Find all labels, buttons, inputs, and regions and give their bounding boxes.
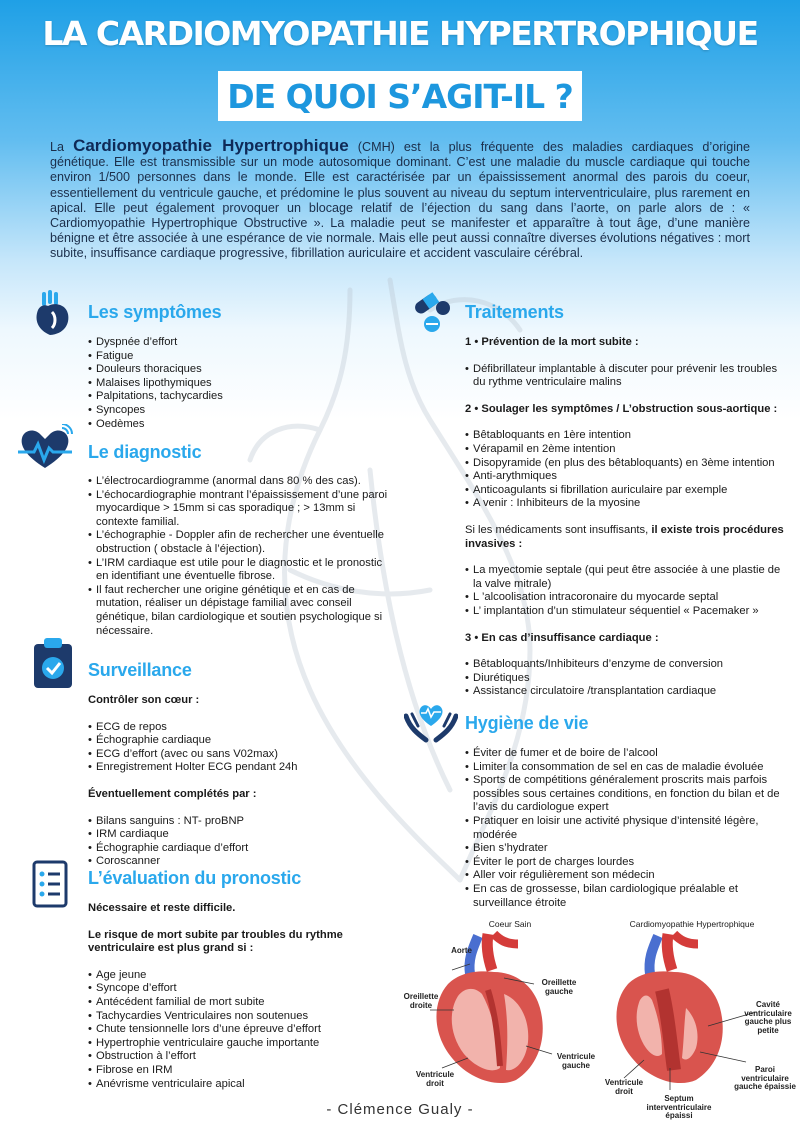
intro-paragraph	[50, 138, 750, 262]
list-item: • Diurétiques	[465, 672, 785, 686]
list-item: • Pratiquer en loisir une activité physique d’intensité légère, modérée	[465, 815, 785, 842]
list-item: • Il faut rechercher une origine génétique et en cas de mutation, réaliser un dépistage familial avec conseil génétique, bilan cardiologique et soutien psychologique si nécessaire.	[88, 584, 388, 638]
hcm-heart-caption: Cardiomyopathie Hypertrophique	[629, 919, 755, 929]
list-item: • Antécédent familial de mort subite	[88, 996, 378, 1010]
page-title-line2: DE QUOI S’AGIT-IL ?	[227, 76, 573, 116]
healthy-heart-caption: Coeur Sain	[488, 919, 532, 929]
page-title-box	[218, 71, 582, 121]
list-item: • Bêtabloquants en 1ère intention	[465, 429, 785, 443]
list-item: • L’ implantation d’un stimulateur séquentiel « Pacemaker »	[465, 605, 785, 619]
heart-pulse-icon	[16, 424, 74, 472]
list-item: • Syncope d’effort	[88, 982, 378, 996]
pronostic-block	[88, 902, 378, 1091]
surveillance-list2	[88, 815, 388, 869]
hygiene-title: Hygiène de vie	[465, 713, 589, 733]
list-item: • Coroscanner	[88, 855, 388, 869]
list-item: • Éviter le port de charges lourdes	[465, 856, 785, 870]
list-item: • L ’alcoolisation intracoronaire du myocarde septal	[465, 591, 785, 605]
list-item: • Disopyramide (en plus des bêtabloquants) en 3ème intention	[465, 457, 785, 471]
traitements-title: Traitements	[465, 302, 564, 322]
list-item: • L’échocardiographie montrant l’épaississement d’une paroi myocardique > 15mm si cas sporadique ; > 13mm si contexte familial.	[88, 489, 388, 530]
intro-body: (CMH) est la plus fréquente des maladies cardiaques d’origine génétique. Elle est transmissible sur un mode autosomique dominant. C’est une maladie du muscle cardiaque qui touche environ 1/500 personnes dans le monde. Elle est caractérisée par un épaississement anormal des parois du coeur, essentiellement du ventricule gauche, et prédomine le plus souvent au niveau du septum interventriculaire, plus rarement en apical. Elle peut également provoquer un blocage relatif de l’éjection du sang dans l’aorte, on parle alors de : « Cardiomyopathie Hypertrophique Obstructive ». La maladie peut se manifester et apparaître à tout âge, d’une manière bénigne et être associée à une espérance de vie normale. Mais elle peut aussi connaître diverses évolutions négatives : mort subite, insuffisance cardiaque progressive, fibrillation auriculaire et accident vasculaire cérébral.	[50, 140, 751, 261]
list-item: • ECG de repos	[88, 721, 388, 735]
traitements-list3	[465, 564, 785, 618]
label-ventricule-droit-hcm: Ventricule droit	[604, 1078, 644, 1096]
list-item: • Bilans sanguins : NT- proBNP	[88, 815, 388, 829]
intro-lead: La	[50, 140, 65, 154]
list-item: • IRM cardiaque	[88, 828, 388, 842]
list-item: • Échographie cardiaque	[88, 734, 388, 748]
pronostic-sub2: Le risque de mort subite par troubles du rythme ventriculaire est plus grand si :	[88, 928, 343, 955]
hygiene-list	[465, 747, 785, 910]
checklist-icon	[32, 860, 68, 908]
label-oreillette-droite: Oreillette droite	[403, 992, 439, 1010]
list-item: • Anticoagulants si fibrillation auriculaire par exemple	[465, 484, 785, 498]
list-item: • Limiter la consommation de sel en cas de maladie évoluée	[465, 761, 785, 775]
list-item: • La myectomie septale (qui peut être associée à une plastie de la valve mitrale)	[465, 564, 785, 591]
surveillance-sub1: Contrôler son cœur :	[88, 694, 200, 706]
list-item: • Tachycardies Ventriculaires non soutenues	[88, 1010, 378, 1024]
label-cavite-petite: Cavité ventriculaire gauche plus petite	[744, 1000, 792, 1035]
list-item: • Anévrisme ventriculaire apical	[88, 1078, 378, 1092]
list-item: • Vérapamil en 2ème intention	[465, 443, 785, 457]
list-item: • Bêtabloquants/Inhibiteurs d’enzyme de conversion	[465, 658, 785, 672]
list-item: • Sports de compétitions généralement proscrits mais parfois possibles sous certaines conditions, en fonction du bilan et de l’avis du cardiologue expert	[465, 774, 785, 815]
traitements-h1: 1 • Prévention de la mort subite :	[465, 336, 639, 348]
list-item: • Chute tensionnelle lors d’une épreuve d’effort	[88, 1023, 378, 1037]
list-item: • Oedèmes	[88, 418, 318, 432]
list-item: • Défibrillateur implantable à discuter pour prévenir les troubles du rythme ventriculaire malins	[465, 363, 785, 390]
healthy-heart-drawing	[436, 934, 542, 1083]
list-item: • Échographie cardiaque d’effort	[88, 842, 388, 856]
symptomes-list	[88, 336, 318, 431]
list-item: • Hypertrophie ventriculaire gauche importante	[88, 1037, 378, 1051]
symptomes-title: Les symptômes	[88, 302, 222, 322]
list-item: • Dyspnée d’effort	[88, 336, 318, 350]
list-item: • L’échographie - Doppler afin de rechercher une éventuelle obstruction ( obstacle à l’éjection).	[88, 529, 388, 556]
list-item: • Age jeune	[88, 969, 378, 983]
list-item: • Assistance circulatoire /transplantation cardiaque	[465, 685, 785, 699]
label-septum-epaissi: Septum interventriculaire épaissi	[646, 1094, 712, 1121]
list-item: • A venir : Inhibiteurs de la myosine	[465, 497, 785, 511]
label-ventricule-gauche: Ventricule gauche	[556, 1052, 596, 1070]
pronostic-list	[88, 969, 378, 1091]
surveillance-block	[88, 694, 388, 869]
list-item: • Anti-arythmiques	[465, 470, 785, 484]
pronostic-title: L’évaluation du pronostic	[88, 868, 302, 888]
list-item: • Bien s’hydrater	[465, 842, 785, 856]
intro-strong: Cardiomyopathie Hypertrophique	[73, 136, 349, 155]
list-item: • ECG d’effort (avec ou sans V02max)	[88, 748, 388, 762]
list-item: • Fibrose en IRM	[88, 1064, 378, 1078]
list-item: • Douleurs thoraciques	[88, 363, 318, 377]
surveillance-title: Surveillance	[88, 660, 192, 680]
surveillance-list1	[88, 721, 388, 775]
label-paroi-epaissie: Paroi ventriculaire gauche épaissie	[734, 1065, 796, 1092]
clipboard-check-icon	[30, 636, 76, 690]
list-item: • Fatigue	[88, 350, 318, 364]
traitements-paragraph	[465, 524, 785, 551]
diagnostic-list	[88, 475, 388, 638]
list-item: • En cas de grossesse, bilan cardiologique préalable et surveillance étroite	[465, 883, 785, 910]
list-item: • Enregistrement Holter ECG pendant 24h	[88, 761, 388, 775]
traitements-list2	[465, 429, 785, 511]
heart-organ-icon	[32, 290, 72, 338]
label-ventricule-droit: Ventricule droit	[415, 1070, 455, 1088]
label-oreillette-gauche: Oreillette gauche	[541, 978, 577, 996]
traitements-block	[465, 336, 785, 699]
list-item: • L’électrocardiogramme (anormal dans 80 % des cas).	[88, 475, 388, 489]
pronostic-sub1: Nécessaire et reste difficile.	[88, 902, 236, 914]
traitements-p-bold: il existe trois procédures invasives :	[465, 523, 784, 550]
page-title-line1: LA CARDIOMYOPATHIE HYPERTROPHIQUE	[42, 14, 758, 53]
list-item: • Palpitations, tachycardies	[88, 390, 318, 404]
diagnostic-title: Le diagnostic	[88, 442, 202, 462]
traitements-p-lead: Si les médicaments sont insuffisants,	[465, 523, 649, 536]
list-item: • Syncopes	[88, 404, 318, 418]
list-item: • Obstruction à l’effort	[88, 1050, 378, 1064]
traitements-h2: 2 • Soulager les symptômes / L’obstruction sous-aortique :	[465, 402, 778, 415]
label-aorte: Aorte	[451, 946, 472, 955]
list-item: • Malaises lipothymiques	[88, 377, 318, 391]
surveillance-sub2: Éventuellement complétés par :	[88, 787, 257, 800]
hands-heart-icon	[404, 700, 458, 746]
traitements-list1	[465, 363, 785, 390]
author-footer: - Clémence Gualy -	[326, 1101, 474, 1118]
list-item: • L’IRM cardiaque est utile pour le diagnostic et le pronostic en identifiant une éventuelle fibrose.	[88, 557, 388, 584]
traitements-list4	[465, 658, 785, 699]
pills-icon	[412, 290, 454, 334]
list-item: • Aller voir régulièrement son médecin	[465, 869, 785, 883]
list-item: • Éviter de fumer et de boire de l’alcool	[465, 747, 785, 761]
traitements-h3: 3 • En cas d’insuffisance cardiaque :	[465, 631, 659, 644]
hcm-heart-drawing	[616, 934, 722, 1083]
